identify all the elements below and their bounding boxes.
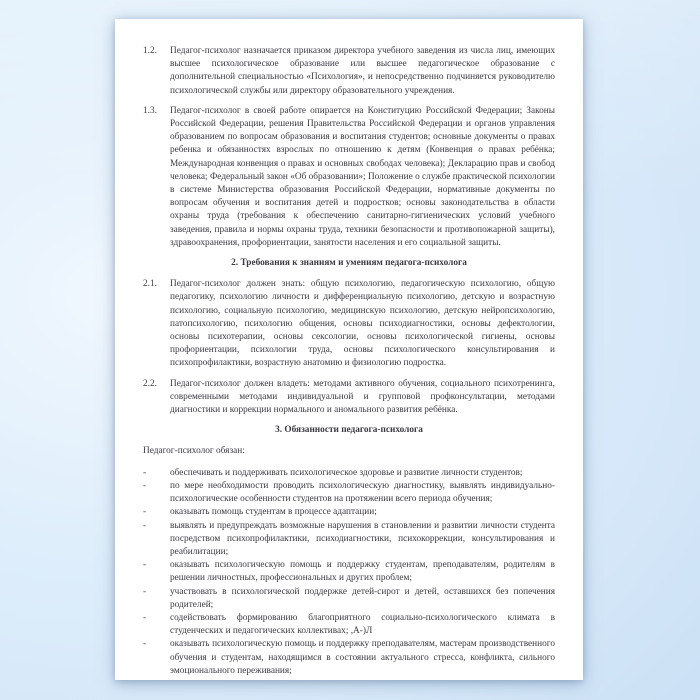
document-text-area	[143, 45, 555, 680]
duty-text: обеспечивать и поддерживать психологическое здоровье и развитие личности студентов;	[170, 467, 523, 478]
clause-1-3	[143, 105, 555, 250]
duty-item-8	[143, 638, 555, 678]
clause-text: Педагог-психолог должен владеть: методами активного обучения, социального психотренинга, современными методами индивидуальной и групповой профконсультации, методами диагностики и коррекции нормального и аномального развития ребёнка.	[170, 378, 555, 416]
document-page	[115, 19, 583, 680]
clause-number: 1.2.	[143, 46, 157, 56]
duty-text: оказывать психологическую помощь и поддержку преподавателям, мастерам производственного обучения и студентам, находящимся в состоянии актуального стресса, конфликта, сильного эмоционального переживания;	[170, 639, 555, 676]
duty-item-6	[143, 586, 555, 612]
duty-item-2	[143, 480, 555, 506]
section-heading: 2. Требования к знаниям и умениям педагога-психолога	[231, 258, 467, 269]
duty-text: выявлять и предупреждать возможные нарушения в становлении и развитии личности студента посредством психопрофилактики, психодиагностики, психокоррекции, консультирования и реабилитации;	[170, 520, 555, 557]
bullet-marker: -	[143, 480, 147, 491]
duty-text: содействовать формированию благоприятного социально-психологического климата в студенческих и педагогических коллективах; ,А-)Л	[170, 612, 555, 637]
duty-text: оказывать психологическую помощь и поддержку студентам, преподавателям, родителям в решении личностных, профессиональных и других проблем;	[170, 560, 555, 584]
bullet-marker: -	[143, 520, 147, 531]
bullet-marker: -	[143, 586, 147, 597]
bullet-marker: -	[143, 507, 147, 518]
clause-text: Педагог-психолог должен знать: общую психологию, педагогическую психологию, общую педагогику, психологию личности и дифференциальную психологию, детскую и возрастную психологию, социальную психологию, медицинскую психологию, детскую нейропсихологию, патопсихологию, психологию общения, основы психодиагностики, основы дефектологии, основы психотерапии, основы сексологии, основы психологической гигиены, основы профориентации, психологии труда, основы психологического консультирования и психопрофилактики, возрастную анатомию и физиологию подростка.	[170, 279, 555, 369]
clause-number: 2.2.	[143, 378, 157, 389]
duty-item-7	[143, 612, 555, 638]
clause-number: 1.3.	[143, 105, 157, 116]
duty-item-4	[143, 520, 555, 560]
bullet-marker: -	[143, 467, 147, 478]
bullet-marker: -	[143, 612, 147, 623]
clause-1-2	[143, 45, 555, 98]
clause-text: Педагог-психолог назначается приказом директора учебного заведения из числа лиц, имеющих высшее психологическое образование или высшее педагогическое образование с дополнительной специальностью «Психология», и непосредственно подчиняется руководителю психологической службы или директору образовательного учреждения.	[170, 46, 555, 96]
section-heading: 3. Обязанности педагога-психолога	[275, 425, 423, 436]
clause-number: 2.1.	[143, 279, 157, 290]
duty-text: оказывать помощь студентам в процессе адаптации;	[170, 507, 377, 518]
duty-item-5	[143, 559, 555, 585]
bullet-marker: -	[143, 560, 147, 571]
clause-2-2	[143, 378, 555, 418]
clause-text: Педагог-психолог в своей работе опирается на Конституцию Российской Федерации; Законы Российской Федерации, решения Правительства Российской Федерации и органов управления образованием по вопросам образования и воспитания студентов; основные документы о правах ребенка и обязанностях взрослых по отношению к детям (Конвенция о правах ребёнка; Международная конвенция о правах и основных свободах человека); Декларацию прав и свобод человека; Федеральный закон «Об образовании»; Положение о службе практической психологии в системе Министерства образования Российской Федерации, нормативные документы по вопросам обучения и воспитания детей и подростков; основы законодательства в области охраны труда (требования к обеспечению санитарно-гигиенических условий учебного заведения, правила и нормы охраны труда, техники безопасности и противопожарной защиты), здравоохранения, профориентации, занятости населения и его социальной защиты.	[170, 105, 555, 248]
lead-in-line: Педагог-психолог обязан:	[143, 446, 245, 457]
duty-item-3	[143, 506, 555, 519]
duty-text: по мере необходимости проводить психологическую диагностику, выявлять индивидуально-психологические особенности студентов на протяжении всего периода обучения;	[170, 480, 555, 505]
clause-2-1	[143, 278, 555, 370]
bullet-marker: -	[143, 639, 147, 650]
duty-item-1	[143, 467, 555, 480]
duty-text: участвовать в психологической поддержке детей-сирот и детей, оставшихся без попечения родителей;	[170, 586, 555, 610]
